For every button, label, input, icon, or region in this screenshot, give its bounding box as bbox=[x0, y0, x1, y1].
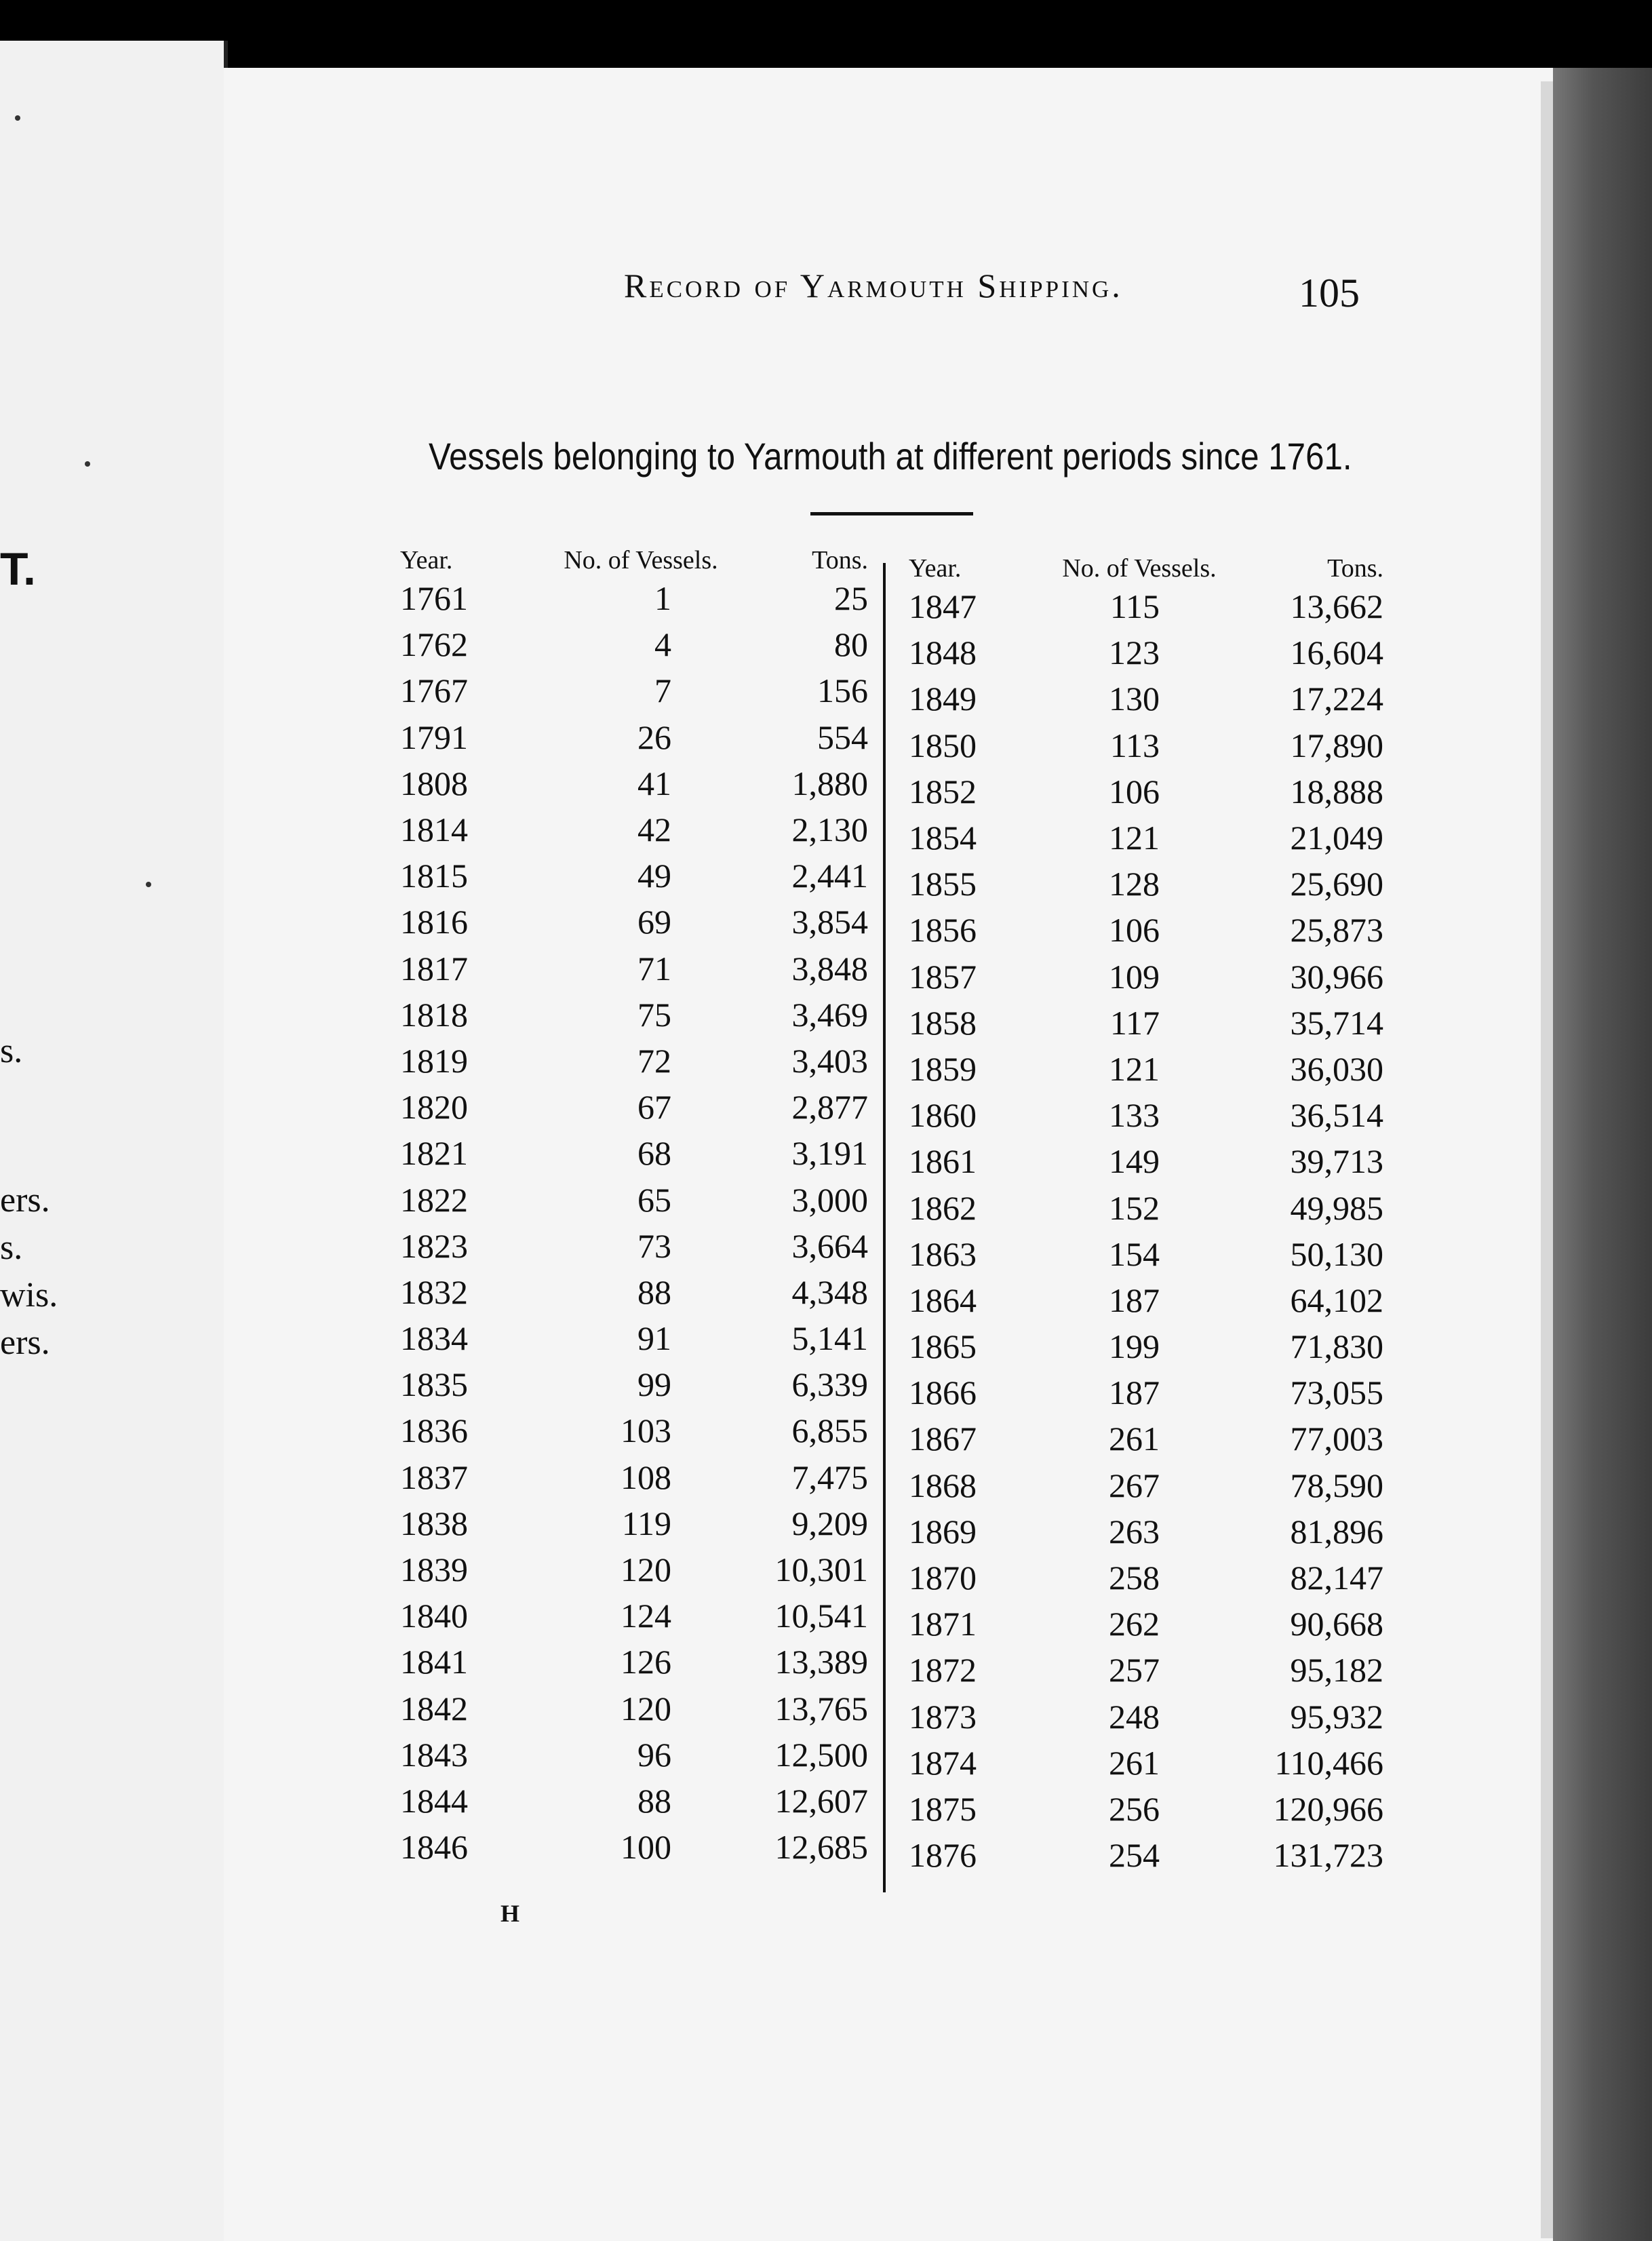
cell-tons: 36,030 bbox=[1290, 1049, 1383, 1088]
cell-tons: 3,664 bbox=[791, 1226, 868, 1265]
cell-year: 1808 bbox=[400, 764, 468, 802]
table-row bbox=[400, 714, 888, 760]
header-vessels: No. of Vessels. bbox=[564, 546, 718, 574]
cell-tons: 12,607 bbox=[774, 1781, 868, 1820]
cell-tons: 120,966 bbox=[1273, 1789, 1383, 1828]
cell-year: 1876 bbox=[909, 1836, 977, 1875]
table-row bbox=[400, 1593, 888, 1639]
cell-tons: 5,141 bbox=[791, 1319, 868, 1358]
cell-year: 1848 bbox=[909, 634, 977, 672]
cell-year: 1842 bbox=[400, 1689, 468, 1728]
cell-tons: 13,662 bbox=[1290, 587, 1383, 626]
table-body-right bbox=[909, 583, 1397, 1878]
cell-tons: 3,191 bbox=[791, 1134, 868, 1173]
vessels-table-left bbox=[400, 536, 888, 1870]
cell-vessels: 120 bbox=[621, 1551, 671, 1589]
cell-year: 1846 bbox=[400, 1828, 468, 1867]
table-row bbox=[909, 583, 1397, 629]
cell-vessels: 88 bbox=[637, 1781, 671, 1820]
title-rule bbox=[810, 512, 973, 515]
cell-vessels: 267 bbox=[1109, 1466, 1160, 1504]
table-row bbox=[909, 1416, 1397, 1462]
table-row bbox=[909, 1647, 1397, 1693]
cell-year: 1869 bbox=[909, 1512, 977, 1551]
vessels-table-right bbox=[909, 536, 1397, 1878]
cell-vessels: 257 bbox=[1109, 1651, 1160, 1690]
cell-year: 1864 bbox=[909, 1281, 977, 1319]
page-number: 105 bbox=[1299, 271, 1360, 315]
cell-tons: 78,590 bbox=[1290, 1466, 1383, 1504]
table-body-left bbox=[400, 575, 888, 1870]
table-row bbox=[909, 1508, 1397, 1555]
cell-year: 1862 bbox=[909, 1188, 977, 1227]
cell-tons: 156 bbox=[817, 671, 868, 710]
table-row bbox=[400, 899, 888, 945]
table-row bbox=[909, 1740, 1397, 1786]
cell-year: 1822 bbox=[400, 1180, 468, 1219]
cell-tons: 95,932 bbox=[1290, 1697, 1383, 1736]
cell-vessels: 254 bbox=[1109, 1836, 1160, 1875]
cell-tons: 64,102 bbox=[1290, 1281, 1383, 1319]
cell-vessels: 199 bbox=[1109, 1327, 1160, 1366]
table-row bbox=[400, 760, 888, 806]
table-row bbox=[909, 1786, 1397, 1832]
table-row bbox=[909, 722, 1397, 768]
table-row bbox=[400, 806, 888, 853]
cell-year: 1872 bbox=[909, 1651, 977, 1690]
cell-vessels: 108 bbox=[621, 1458, 671, 1496]
cell-vessels: 123 bbox=[1109, 634, 1160, 672]
cell-vessels: 152 bbox=[1109, 1188, 1160, 1227]
cell-vessels: 103 bbox=[621, 1411, 671, 1450]
cell-vessels: 72 bbox=[637, 1041, 671, 1080]
cell-year: 1843 bbox=[400, 1735, 468, 1774]
cell-tons: 3,848 bbox=[791, 949, 868, 988]
left-page-fragment: wis. bbox=[0, 1276, 58, 1314]
table-row bbox=[400, 1685, 888, 1732]
table-header bbox=[400, 536, 888, 575]
table-row bbox=[909, 1369, 1397, 1416]
cell-year: 1867 bbox=[909, 1420, 977, 1458]
cell-year: 1817 bbox=[400, 949, 468, 988]
cell-vessels: 75 bbox=[637, 995, 671, 1034]
page-edge bbox=[1541, 81, 1553, 2238]
table-row bbox=[400, 1546, 888, 1593]
cell-vessels: 99 bbox=[637, 1365, 671, 1404]
cell-year: 1767 bbox=[400, 671, 468, 710]
cell-year: 1873 bbox=[909, 1697, 977, 1736]
book-binding-edge bbox=[1553, 68, 1652, 2241]
cell-year: 1870 bbox=[909, 1559, 977, 1597]
cell-tons: 25,690 bbox=[1290, 865, 1383, 903]
cell-year: 1860 bbox=[909, 1096, 977, 1135]
cell-year: 1850 bbox=[909, 726, 977, 764]
cell-vessels: 117 bbox=[1109, 1003, 1160, 1042]
cell-year: 1816 bbox=[400, 903, 468, 941]
signature-mark: H bbox=[500, 1900, 520, 1927]
cell-tons: 6,855 bbox=[791, 1411, 868, 1450]
cell-year: 1821 bbox=[400, 1134, 468, 1173]
table-row bbox=[909, 1323, 1397, 1369]
cell-year: 1849 bbox=[909, 680, 977, 718]
cell-vessels: 263 bbox=[1109, 1512, 1160, 1551]
cell-year: 1839 bbox=[400, 1551, 468, 1589]
cell-vessels: 256 bbox=[1109, 1789, 1160, 1828]
cell-tons: 7,475 bbox=[791, 1458, 868, 1496]
table-row bbox=[909, 768, 1397, 815]
cell-tons: 2,441 bbox=[791, 857, 868, 895]
cell-vessels: 106 bbox=[1109, 772, 1160, 811]
cell-vessels: 187 bbox=[1109, 1373, 1160, 1412]
cell-tons: 2,877 bbox=[791, 1088, 868, 1127]
table-row bbox=[909, 1832, 1397, 1878]
table-row bbox=[909, 1092, 1397, 1138]
cell-vessels: 119 bbox=[621, 1504, 671, 1542]
cell-tons: 95,182 bbox=[1290, 1651, 1383, 1690]
table-row bbox=[909, 1046, 1397, 1092]
table-row bbox=[400, 1084, 888, 1130]
table-row bbox=[400, 1038, 888, 1084]
cell-tons: 36,514 bbox=[1290, 1096, 1383, 1135]
table-row bbox=[400, 1407, 888, 1454]
table-row bbox=[909, 861, 1397, 907]
cell-vessels: 1 bbox=[654, 579, 671, 618]
cell-vessels: 113 bbox=[1109, 726, 1160, 764]
cell-year: 1857 bbox=[909, 957, 977, 996]
cell-year: 1837 bbox=[400, 1458, 468, 1496]
left-page-fragment: T. bbox=[0, 543, 36, 595]
cell-tons: 50,130 bbox=[1290, 1234, 1383, 1273]
ink-speck bbox=[85, 461, 90, 467]
table-row bbox=[909, 1277, 1397, 1323]
table-row bbox=[909, 1000, 1397, 1046]
table-row bbox=[909, 1555, 1397, 1601]
cell-tons: 17,890 bbox=[1290, 726, 1383, 764]
running-head: Record of Yarmouth Shipping. bbox=[624, 267, 1123, 305]
cell-vessels: 73 bbox=[637, 1226, 671, 1265]
cell-vessels: 65 bbox=[637, 1180, 671, 1219]
cell-year: 1852 bbox=[909, 772, 977, 811]
table-row bbox=[909, 1462, 1397, 1508]
cell-tons: 131,723 bbox=[1273, 1836, 1383, 1875]
cell-year: 1865 bbox=[909, 1327, 977, 1366]
cell-year: 1875 bbox=[909, 1789, 977, 1828]
cell-year: 1836 bbox=[400, 1411, 468, 1450]
cell-year: 1814 bbox=[400, 811, 468, 849]
cell-vessels: 149 bbox=[1109, 1142, 1160, 1181]
cell-vessels: 133 bbox=[1109, 1096, 1160, 1135]
cell-year: 1820 bbox=[400, 1088, 468, 1127]
cell-vessels: 121 bbox=[1109, 819, 1160, 857]
cell-tons: 13,389 bbox=[774, 1643, 868, 1681]
cell-tons: 80 bbox=[834, 625, 868, 664]
cell-vessels: 41 bbox=[637, 764, 671, 802]
table-row bbox=[400, 1454, 888, 1500]
left-page-fragment: s. bbox=[0, 1228, 23, 1267]
cell-tons: 12,500 bbox=[774, 1735, 868, 1774]
left-facing-page bbox=[0, 41, 228, 2241]
cell-tons: 73,055 bbox=[1290, 1373, 1383, 1412]
cell-vessels: 154 bbox=[1109, 1234, 1160, 1273]
cell-year: 1868 bbox=[909, 1466, 977, 1504]
table-row bbox=[909, 676, 1397, 722]
cell-year: 1841 bbox=[400, 1643, 468, 1681]
table-row bbox=[400, 621, 888, 667]
cell-tons: 3,000 bbox=[791, 1180, 868, 1219]
cell-tons: 2,130 bbox=[791, 811, 868, 849]
cell-vessels: 68 bbox=[637, 1134, 671, 1173]
header-tons: Tons. bbox=[1327, 554, 1383, 583]
cell-vessels: 261 bbox=[1109, 1743, 1160, 1782]
table-row bbox=[909, 629, 1397, 676]
cell-year: 1859 bbox=[909, 1049, 977, 1088]
cell-year: 1871 bbox=[909, 1605, 977, 1643]
cell-tons: 82,147 bbox=[1290, 1559, 1383, 1597]
cell-year: 1861 bbox=[909, 1142, 977, 1181]
cell-tons: 554 bbox=[817, 718, 868, 756]
cell-year: 1858 bbox=[909, 1003, 977, 1042]
cell-vessels: 258 bbox=[1109, 1559, 1160, 1597]
cell-tons: 35,714 bbox=[1290, 1003, 1383, 1042]
cell-tons: 49,985 bbox=[1290, 1188, 1383, 1227]
left-page-fragment: ers. bbox=[0, 1181, 50, 1220]
left-page-fragment: ers. bbox=[0, 1323, 50, 1362]
cell-vessels: 261 bbox=[1109, 1420, 1160, 1458]
table-row bbox=[400, 1778, 888, 1824]
table-title: Vessels belonging to Yarmouth at different periods since 1761. bbox=[429, 435, 1352, 478]
cell-year: 1844 bbox=[400, 1781, 468, 1820]
cell-vessels: 67 bbox=[637, 1088, 671, 1127]
cell-year: 1855 bbox=[909, 865, 977, 903]
cell-year: 1847 bbox=[909, 587, 977, 626]
cell-year: 1854 bbox=[909, 819, 977, 857]
cell-year: 1819 bbox=[400, 1041, 468, 1080]
cell-tons: 3,854 bbox=[791, 903, 868, 941]
cell-vessels: 121 bbox=[1109, 1049, 1160, 1088]
cell-year: 1840 bbox=[400, 1597, 468, 1635]
header-tons: Tons. bbox=[812, 546, 868, 574]
table-row bbox=[400, 1223, 888, 1269]
ink-speck bbox=[146, 882, 151, 887]
cell-tons: 90,668 bbox=[1290, 1605, 1383, 1643]
table-row bbox=[400, 667, 888, 714]
table-row bbox=[909, 907, 1397, 953]
table-row bbox=[400, 1732, 888, 1778]
cell-vessels: 126 bbox=[621, 1643, 671, 1681]
table-row bbox=[400, 1361, 888, 1407]
table-row bbox=[400, 1315, 888, 1361]
table-row bbox=[400, 992, 888, 1038]
cell-tons: 18,888 bbox=[1290, 772, 1383, 811]
cell-vessels: 120 bbox=[621, 1689, 671, 1728]
cell-vessels: 248 bbox=[1109, 1697, 1160, 1736]
table-row bbox=[909, 1694, 1397, 1740]
cell-vessels: 91 bbox=[637, 1319, 671, 1358]
cell-year: 1863 bbox=[909, 1234, 977, 1273]
table-row bbox=[909, 1231, 1397, 1277]
table-row bbox=[400, 1176, 888, 1222]
cell-year: 1823 bbox=[400, 1226, 468, 1265]
cell-year: 1832 bbox=[400, 1272, 468, 1311]
header-year: Year. bbox=[909, 554, 962, 583]
cell-tons: 21,049 bbox=[1290, 819, 1383, 857]
cell-year: 1856 bbox=[909, 911, 977, 950]
cell-tons: 12,685 bbox=[774, 1828, 868, 1867]
cell-year: 1838 bbox=[400, 1504, 468, 1542]
cell-tons: 81,896 bbox=[1290, 1512, 1383, 1551]
header-year: Year. bbox=[400, 546, 453, 574]
left-page-fragment: s. bbox=[0, 1032, 23, 1070]
cell-tons: 30,966 bbox=[1290, 957, 1383, 996]
cell-year: 1791 bbox=[400, 718, 468, 756]
cell-tons: 77,003 bbox=[1290, 1420, 1383, 1458]
cell-year: 1762 bbox=[400, 625, 468, 664]
cell-year: 1835 bbox=[400, 1365, 468, 1404]
cell-tons: 6,339 bbox=[791, 1365, 868, 1404]
cell-vessels: 187 bbox=[1109, 1281, 1160, 1319]
cell-vessels: 42 bbox=[637, 811, 671, 849]
cell-vessels: 49 bbox=[637, 857, 671, 895]
table-row bbox=[400, 1824, 888, 1870]
cell-vessels: 88 bbox=[637, 1272, 671, 1311]
table-row bbox=[909, 1184, 1397, 1230]
cell-tons: 4,348 bbox=[791, 1272, 868, 1311]
cell-vessels: 106 bbox=[1109, 911, 1160, 950]
table-row bbox=[909, 1138, 1397, 1184]
cell-vessels: 130 bbox=[1109, 680, 1160, 718]
cell-tons: 25,873 bbox=[1290, 911, 1383, 950]
cell-vessels: 109 bbox=[1109, 957, 1160, 996]
cell-tons: 9,209 bbox=[791, 1504, 868, 1542]
cell-vessels: 26 bbox=[637, 718, 671, 756]
table-row bbox=[400, 1269, 888, 1315]
cell-tons: 25 bbox=[834, 579, 868, 618]
cell-tons: 13,765 bbox=[774, 1689, 868, 1728]
cell-vessels: 4 bbox=[654, 625, 671, 664]
header-vessels: No. of Vessels. bbox=[1062, 554, 1217, 583]
table-row bbox=[400, 946, 888, 992]
cell-tons: 10,301 bbox=[774, 1551, 868, 1589]
cell-vessels: 7 bbox=[654, 671, 671, 710]
cell-vessels: 262 bbox=[1109, 1605, 1160, 1643]
table-row bbox=[400, 1500, 888, 1546]
cell-tons: 39,713 bbox=[1290, 1142, 1383, 1181]
cell-vessels: 71 bbox=[637, 949, 671, 988]
cell-vessels: 115 bbox=[1109, 587, 1160, 626]
cell-tons: 10,541 bbox=[774, 1597, 868, 1635]
table-row bbox=[909, 815, 1397, 861]
cell-tons: 3,469 bbox=[791, 995, 868, 1034]
cell-vessels: 69 bbox=[637, 903, 671, 941]
cell-tons: 17,224 bbox=[1290, 680, 1383, 718]
cell-tons: 3,403 bbox=[791, 1041, 868, 1080]
cell-year: 1815 bbox=[400, 857, 468, 895]
cell-vessels: 128 bbox=[1109, 865, 1160, 903]
cell-vessels: 100 bbox=[621, 1828, 671, 1867]
cell-tons: 16,604 bbox=[1290, 634, 1383, 672]
cell-tons: 110,466 bbox=[1274, 1743, 1383, 1782]
table-row bbox=[400, 1639, 888, 1685]
cell-vessels: 124 bbox=[621, 1597, 671, 1635]
table-row bbox=[400, 575, 888, 621]
cell-year: 1834 bbox=[400, 1319, 468, 1358]
table-row bbox=[909, 1601, 1397, 1647]
cell-tons: 71,830 bbox=[1290, 1327, 1383, 1366]
cell-year: 1818 bbox=[400, 995, 468, 1034]
cell-vessels: 96 bbox=[637, 1735, 671, 1774]
table-row bbox=[400, 853, 888, 899]
cell-year: 1866 bbox=[909, 1373, 977, 1412]
cell-year: 1874 bbox=[909, 1743, 977, 1782]
table-row bbox=[400, 1130, 888, 1176]
table-row bbox=[909, 954, 1397, 1000]
table-header bbox=[909, 544, 1397, 583]
cell-tons: 1,880 bbox=[791, 764, 868, 802]
cell-year: 1761 bbox=[400, 579, 468, 618]
ink-speck bbox=[15, 115, 20, 121]
